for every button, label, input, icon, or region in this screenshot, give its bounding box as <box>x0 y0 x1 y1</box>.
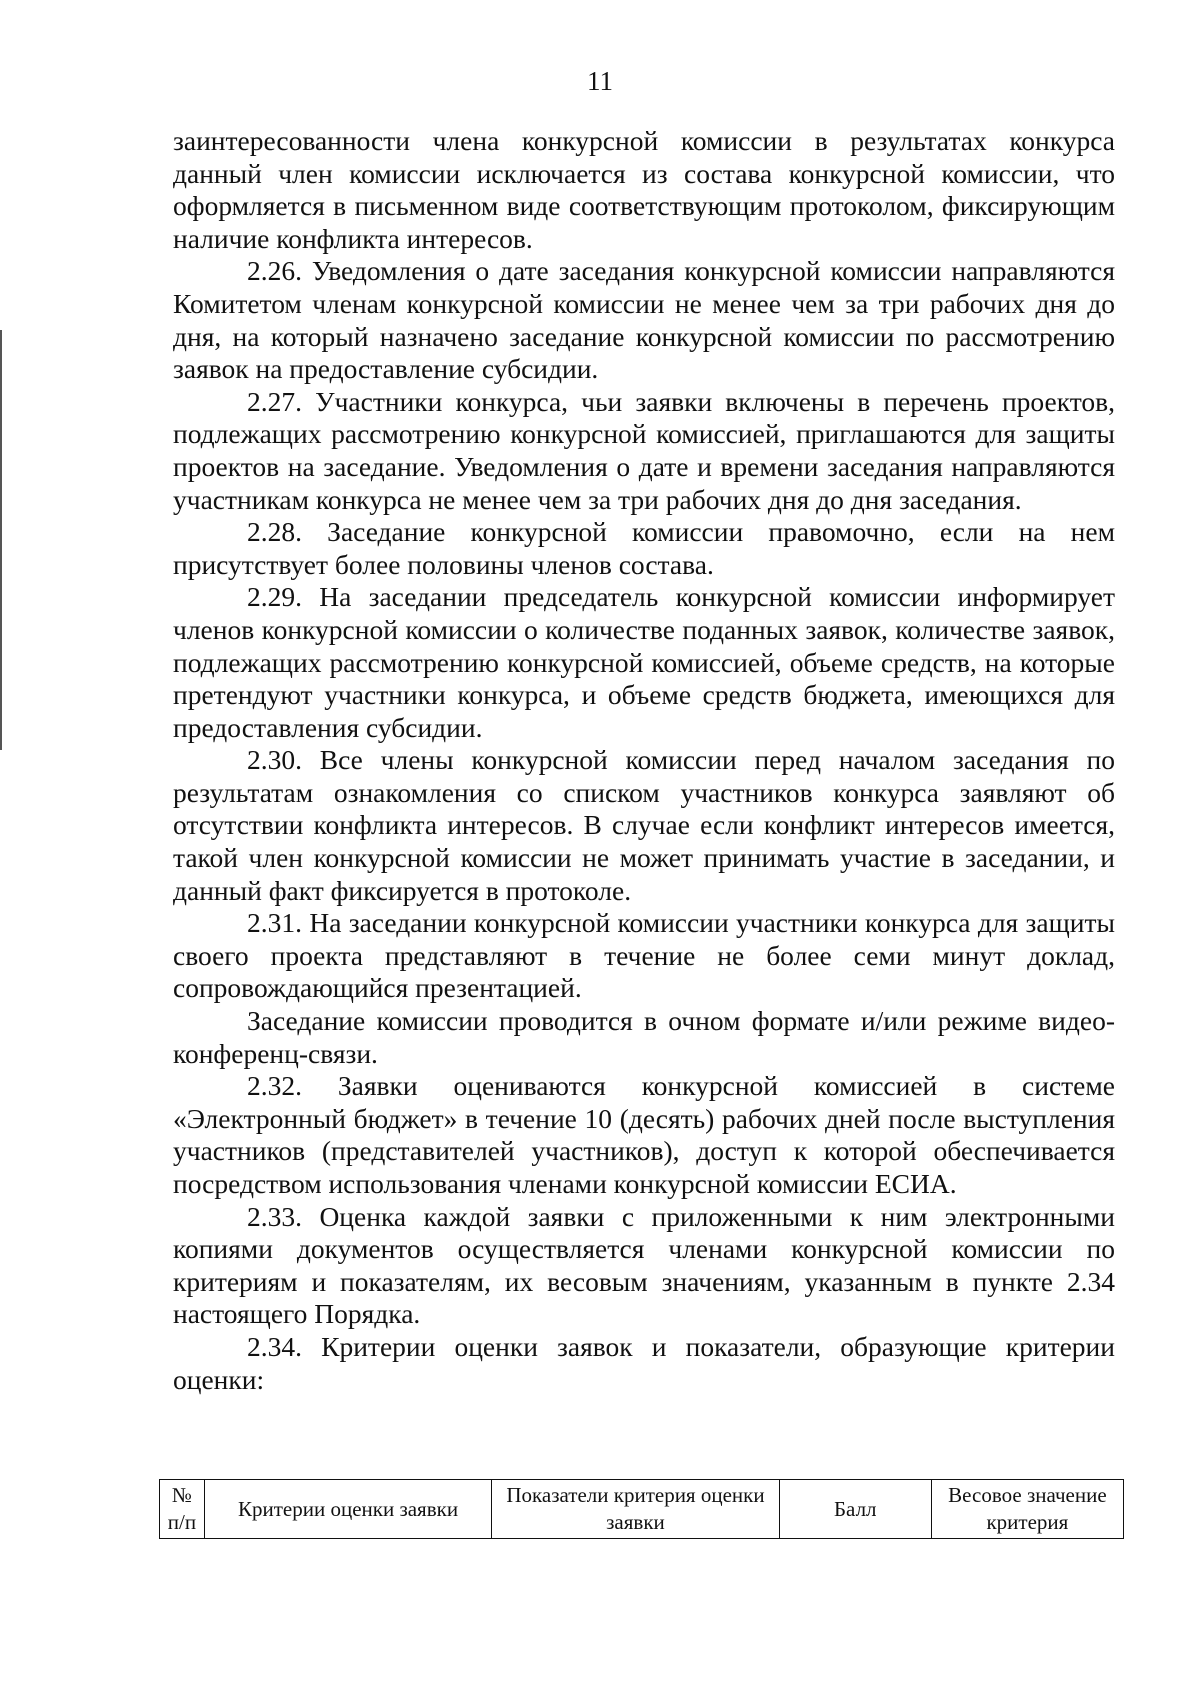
body-text <box>173 125 1115 1396</box>
criteria-table-wrapper <box>159 1479 1124 1539</box>
header-score: Балл <box>779 1480 931 1539</box>
paragraph-2-29: 2.29. На заседании председатель конкурсной комиссии информирует членов конкурсной комиссии о количестве поданных заявок, количестве заявок, подлежащих рассмотрению конкурсной комиссией, объеме средств, на которые претендуют участники конкурса, и объеме средств бюджета, имеющихся для предоставления субсидии. <box>173 581 1115 743</box>
paragraph: заинтересованности члена конкурсной комиссии в результатах конкурса данный член комиссии исключается из состава конкурсной комиссии, что оформляется в письменном виде соответствующим протоколом, фиксирующим наличие конфликта интересов. <box>173 125 1115 254</box>
paragraph-2-28: 2.28. Заседание конкурсной комиссии правомочно, если на нем присутствует более половины членов состава. <box>173 516 1115 580</box>
paragraph-2-32: 2.32. Заявки оцениваются конкурсной комиссией в системе «Электронный бюджет» в течение 10 (десять) рабочих дней после выступления участников (представителей участников), доступ к которой обеспечивается посредством использования членами конкурсной комиссии ЕСИА. <box>173 1070 1115 1199</box>
header-criteria: Критерии оценки заявки <box>204 1480 491 1539</box>
paragraph-2-34: 2.34. Критерии оценки заявок и показатели, образующие критерии оценки: <box>173 1330 1115 1395</box>
paragraph-2-33: 2.33. Оценка каждой заявки с приложенными к ним электронными копиями документов осуществляется членами конкурсной комиссии по критериям и показателям, их весовым значениям, указанным в пункте 2.34 настоящего Порядка. <box>173 1200 1115 1330</box>
criteria-table <box>159 1479 1124 1539</box>
paragraph-meeting-format: Заседание комиссии проводится в очном формате и/или режиме видео-конференц-связи. <box>173 1005 1115 1069</box>
header-indicators: Показатели критерия оценки заявки <box>492 1480 779 1539</box>
header-number: № п/п <box>160 1480 205 1539</box>
paragraph-2-26: 2.26. Уведомления о дате заседания конкурсной комиссии направляются Комитетом членам конкурсной комиссии не менее чем за три рабочих дня до дня, на который назначено заседание конкурсной комиссии по рассмотрению заявок на предоставление субсидии. <box>173 255 1115 385</box>
paragraph-2-31: 2.31. На заседании конкурсной комиссии участники конкурса для защиты своего проекта представляют в течение не более семи минут доклад, сопровождающийся презентацией. <box>173 907 1115 1004</box>
paragraph-2-30: 2.30. Все члены конкурсной комиссии перед началом заседания по результатам ознакомления со списком участников конкурса заявляют об отсутствии конфликта интересов. В случае если конфликт интересов имеется, такой член конкурсной комиссии не может принимать участие в заседании, и данный факт фиксируется в протоколе. <box>173 744 1115 906</box>
page-number: 11 <box>587 66 613 96</box>
paragraph-2-27: 2.27. Участники конкурса, чьи заявки включены в перечень проектов, подлежащих рассмотрению конкурсной комиссией, приглашаются для защиты проектов на заседание. Уведомления о дате и времени заседания направляются участникам конкурса не менее чем за три рабочих дня до дня заседания. <box>173 385 1115 515</box>
table-header-row <box>160 1480 1124 1539</box>
header-weight: Весовое значение критерия <box>931 1480 1123 1539</box>
scan-edge-mark <box>0 330 2 750</box>
